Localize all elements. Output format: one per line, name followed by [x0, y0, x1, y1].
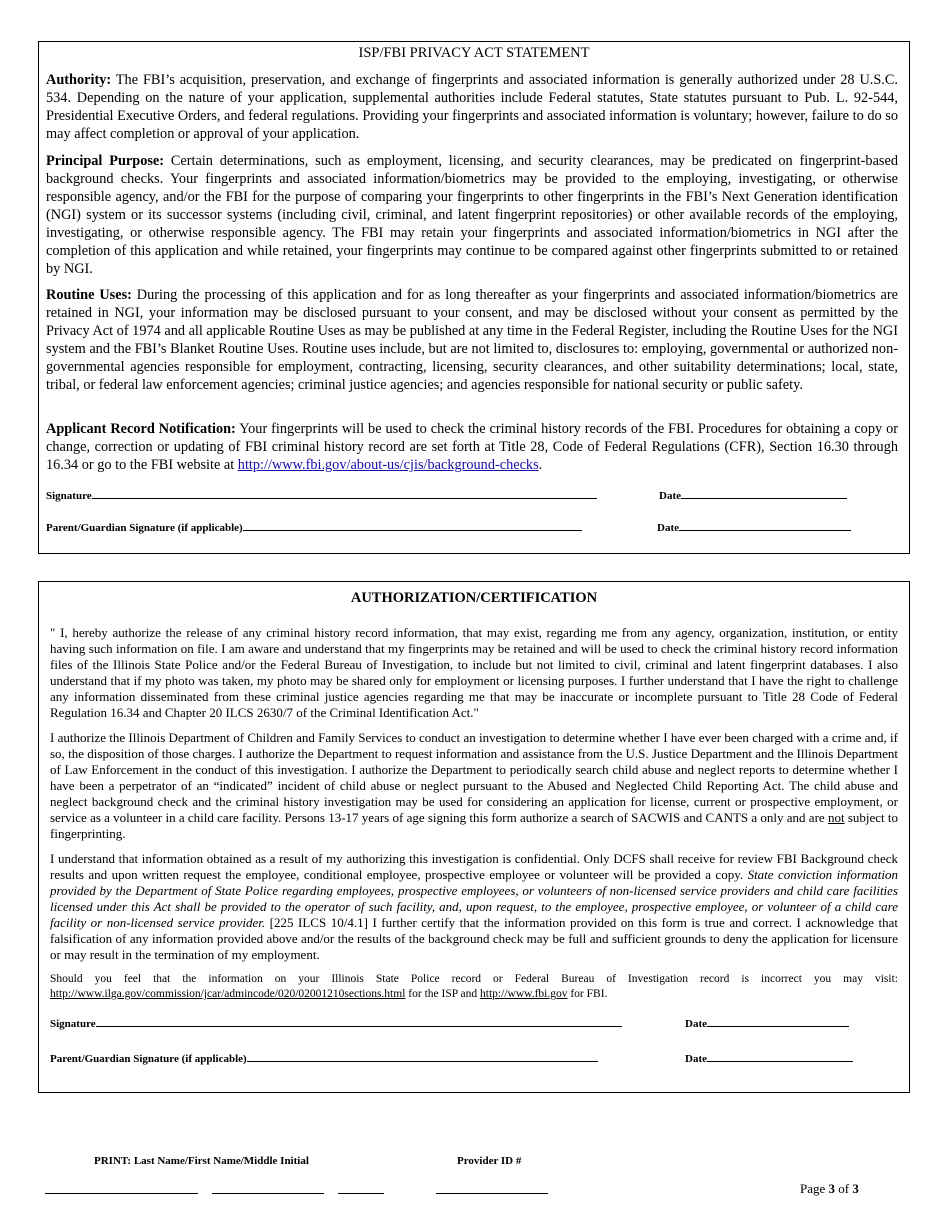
privacy-act-section: [38, 41, 910, 554]
auth-parent-date-label: Date: [685, 1053, 707, 1065]
routine-uses-text: During the processing of this application and for as long thereafter as your fingerprints and associated information/biometrics are retained in NGI, your information may be disclosed pursuant to your consent, and may be disclosed without your consent as permitted by the Privacy Act of 1974 and all applicable Routine Uses as may be published at any time in the Federal Register, including the Routine Uses for the NGI system and the FBI’s Blanket Routine Uses. Routine uses include, but are not limited to, disclosures to: employing, governmental or authorized non-governmental agencies responsible for employment, contracting, licensing, security clearances, and other suitability determinations; local, state, tribal, or federal law enforcement agencies; criminal justice agencies; and agencies responsible for national security or public safety.: [46, 287, 898, 393]
auth-date-field[interactable]: [685, 1016, 849, 1030]
privacy-parent-date-line[interactable]: [679, 520, 851, 531]
principal-purpose-heading: Principal Purpose:: [46, 153, 165, 169]
authorization-section: [38, 581, 910, 1093]
state-conviction-italic: State conviction information provided by the Department of State Police regarding employees, prospective employees, or volunteers of non-licensed service providers and child care facilities licensed under this Act shall be provided to the operator of such facility, and, upon request, to the employee, prospective employee, or volunteer of a child care facility or non-licensed service provider.: [50, 867, 898, 930]
privacy-parent-date-label: Date: [657, 522, 679, 534]
dcfs-investigation-paragraph: I authorize the Illinois Department of Children and Family Services to conduct an investigation to determine whether I have ever been charged with a crime and, if so, the disposition of those charges. I authorize the Department to request information and assistance from the U.S. Justice Department and the Illinois Department of Law Enforcement in the conduct of this investigation. I authorize the Department to periodically search child abuse and neglect reports to determine whether I have been a perpetrator of an “indicated” incident of child abuse or neglect pursuant to the Abused and Neglected Child Reporting Act. The child abuse and neglect background check and the criminal history investigation may be used for considering an application for license, current or prospective employment, or service as a volunteer in a child care facility. Persons 13-17 years of age signing this form authorize a search of SACWIS and CANTS a only and are not subject to fingerprinting.: [50, 730, 899, 841]
principal-purpose-text: Certain determinations, such as employment, licensing, and security clearances, may be predicated on fingerprint-based background checks. Your fingerprints and associated information/biometrics may be provided to the employing, investigating, or otherwise responsible agency, and/or the FBI for the purpose of comparing your fingerprints to other fingerprints in the FBI’s Next Generation identification (NGI) system or its successor systems (including civil, criminal, and latent fingerprint repositories) or other available records of the employing, investigating, or otherwise responsible agency. The FBI may retain your fingerprints and associated information/biometrics in NGI after the completion of this application and while retained, your fingerprints may continue to be compared against other fingerprints submitted to or retained by NGI.: [46, 153, 898, 277]
provider-id-line[interactable]: [436, 1193, 548, 1194]
record-correction-paragraph: Should you feel that the information on your Illinois State Police record or Federal Bureau of Investigation record is incorrect you may visit: http://www.ilga.gov/commission/jcar/admincode/020/02001210sections.html for the ISP and http://www.fbi.gov for FBI.: [50, 973, 898, 1000]
print-name-label: PRINT: Last Name/First Name/Middle Initial: [94, 1155, 309, 1167]
privacy-date-field[interactable]: [659, 488, 847, 502]
principal-purpose-paragraph: [46, 152, 898, 278]
fbi-gov-link[interactable]: http://www.fbi.gov: [480, 988, 568, 1000]
page-number: Page 3 of 3: [800, 1181, 859, 1196]
fbi-background-checks-link[interactable]: http://www.fbi.gov/about-us/cjis/background-checks: [237, 457, 539, 473]
provider-id-label: Provider ID #: [457, 1155, 522, 1167]
release-authorization-paragraph: " I, hereby authorize the release of any criminal history record information, that may exist, regarding me from any agency, organization, institution, or entity having such information on file. I am aware and understand that my fingerprints may be retained and will be used to check the criminal history record information files of the Illinois State Police and/or the Federal Bureau of Investigation, to include but not limited to civil, criminal and latent fingerprint databases. I also understand that if my photo was taken, my photo may be shared only for employment or licensing purposes. I further understand that I have the right to challenge any information disseminated from these criminal justice agencies regarding me that may be inaccurate or incomplete pursuant to Title 28 Code of Federal Regulation 16.34 and Chapter 20 ILCS 2630/7 of the Criminal Identification Act.": [50, 625, 898, 720]
first-name-line[interactable]: [212, 1193, 324, 1194]
authority-heading: Authority:: [46, 72, 112, 88]
privacy-parent-date-field[interactable]: [657, 520, 851, 534]
routine-uses-heading: Routine Uses:: [46, 287, 132, 303]
auth-parent-signature-field[interactable]: [50, 1051, 598, 1065]
auth-date-label: Date: [685, 1018, 707, 1030]
auth-signature-label: Signature: [50, 1018, 96, 1030]
authorization-title: AUTHORIZATION/CERTIFICATION: [350, 590, 598, 606]
record-notification-paragraph: Applicant Record Notification: Your fingerprints will be used to check the criminal history records of the FBI. Procedures for obtaining a copy or change, correction or updating of FBI criminal history record are set forth at Title 28, Code of Federal Regulations (CFR), Section 16.30 through 16.34 or go to the FBI website at http://www.fbi.gov/about-us/cjis/background-checks.: [46, 421, 899, 473]
privacy-act-title: ISP/FBI PRIVACY ACT STATEMENT: [358, 45, 590, 61]
privacy-signature-field[interactable]: [46, 488, 597, 502]
routine-uses-paragraph: [46, 286, 898, 394]
privacy-date-line[interactable]: [681, 488, 847, 499]
record-notification-heading: Applicant Record Notification:: [46, 421, 236, 437]
auth-signature-line[interactable]: [96, 1016, 622, 1027]
privacy-signature-line[interactable]: [92, 488, 597, 499]
middle-initial-line[interactable]: [338, 1193, 384, 1194]
privacy-parent-signature-field[interactable]: [46, 520, 582, 534]
ilga-admincode-link[interactable]: http://www.ilga.gov/commission/jcar/admincode/020/02001210sections.html: [50, 988, 406, 1000]
last-name-line[interactable]: [45, 1193, 198, 1194]
not-underlined: not: [827, 810, 845, 825]
privacy-parent-signature-label: Parent/Guardian Signature (if applicable): [46, 522, 243, 534]
privacy-date-label: Date: [659, 490, 681, 502]
confidentiality-paragraph: I understand that information obtained as a result of my authorizing this investigation is confidential. Only DCFS shall receive for review FBI Background check results and upon written request the employee, conditional employee, prospective employee or volunteer will be provided a copy. State conviction information provided by the Department of State Police regarding employees, prospective employees, or volunteers of non-licensed service providers and child care facilities licensed under this Act shall be provided to the operator of such facility, and, upon request, to the employee, prospective employee, or volunteer of a child care facility or non-licensed service provider. [225 ILCS 10/4.1] I further certify that the information provided on this form is true and correct. I acknowledge that falsification of any information provided above and/or the results of the background check may be full and sufficient grounds to deny the application for licensure or may result in the termination of my employment.: [50, 851, 898, 962]
authority-paragraph: [46, 71, 898, 143]
authority-text: The FBI’s acquisition, preservation, and exchange of fingerprints and associated information is generally authorized under 28 U.S.C. 534. Depending on the nature of your application, supplemental authorities include Federal statutes, State statutes pursuant to Pub. L. 92-544, Presidential Executive Orders, and federal regulations. Providing your fingerprints and associated information is voluntary; however, failure to do so may affect completion or approval of your application.: [46, 72, 898, 142]
auth-parent-date-line[interactable]: [707, 1051, 853, 1062]
auth-parent-date-field[interactable]: [685, 1051, 853, 1065]
auth-signature-field[interactable]: [50, 1016, 622, 1030]
auth-date-line[interactable]: [707, 1016, 849, 1027]
auth-parent-signature-label: Parent/Guardian Signature (if applicable): [50, 1053, 247, 1065]
privacy-parent-signature-line[interactable]: [243, 520, 582, 531]
privacy-signature-label: Signature: [46, 490, 92, 502]
auth-parent-signature-line[interactable]: [247, 1051, 598, 1062]
record-notification-text: Your fingerprints will be used to check the criminal history records of the FBI. Procedures for obtaining a copy or change, correction or updating of FBI criminal history record are set forth at Title 28, Code of Federal Regulations (CFR), Section 16.30 through 16.34 or go to the FBI website at: [46, 421, 899, 473]
